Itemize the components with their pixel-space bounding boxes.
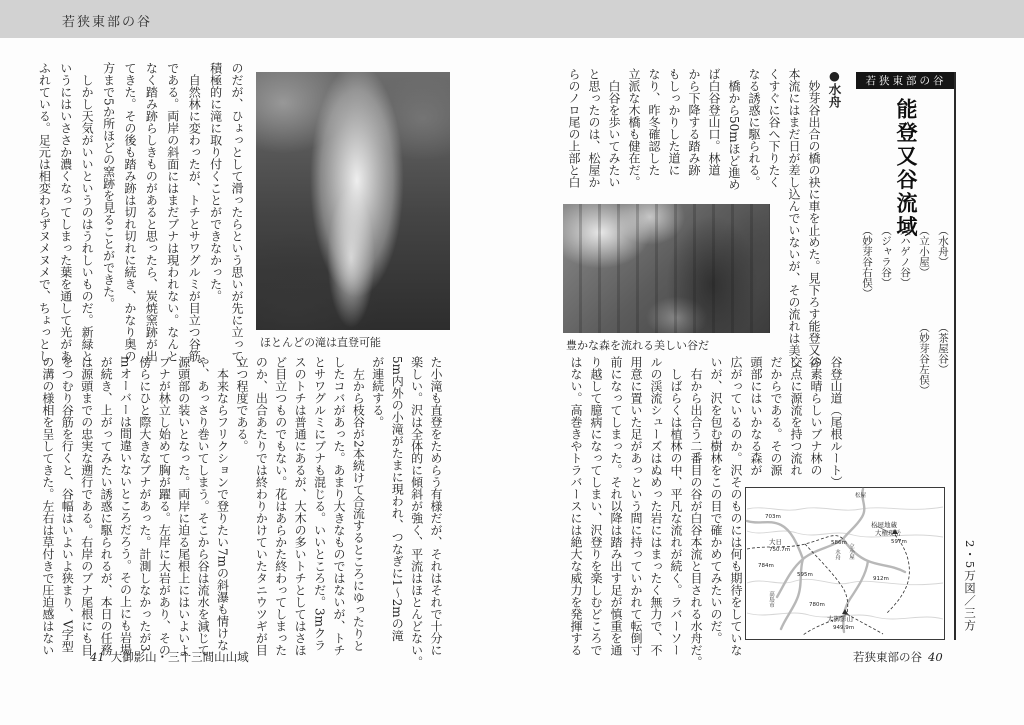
- map-label-jizo: 松屋地蔵: [871, 521, 897, 529]
- forest-photo: [563, 204, 770, 333]
- left-page-top-text: [32, 62, 247, 374]
- text-column: 橋から50mほど進め: [727, 68, 741, 191]
- text-column: いうにはいささか濃くなってしまった葉を通して光があ: [58, 62, 73, 362]
- map-label-586: 586m: [831, 540, 847, 546]
- left-page-footer: [84, 649, 249, 665]
- chapter-tag: 若狭東部の谷: [856, 72, 956, 89]
- text-column: なく踏み跡らしきものがあると思ったら、炭焼窯跡が出: [144, 62, 159, 362]
- subtitle-item: （立小屋）: [918, 225, 930, 278]
- title-rule: [954, 72, 956, 640]
- right-page-footer: [853, 649, 949, 665]
- text-column: しばらくは植林の中、平凡な流れが続く。ラバーソー: [669, 356, 683, 656]
- section-heading: ●水舟: [827, 68, 842, 108]
- subtitle-item: （妙芽谷左俣）: [918, 322, 930, 396]
- text-column: くすぐに谷へ下りたく: [767, 68, 781, 188]
- text-column: 谷登山道（尾根ルート）: [829, 356, 843, 488]
- map-label-949: 949.9m: [833, 625, 855, 631]
- text-column: は源頭までの忠実な遡行である。右岸のブナ尾根にも目: [79, 356, 94, 656]
- text-column: 楽しい。沢は全体的に傾斜が強く、平流はほとんどない。: [409, 356, 424, 668]
- map-label-omikageyama: 大御影山: [827, 615, 853, 623]
- subtitle-item: （ハゲノ谷）: [899, 225, 911, 288]
- text-column: のだが、ひょっとして滑ったらという思いが先に立って、: [230, 62, 244, 374]
- forest-photo-caption: 豊かな森を流れる美しい谷だ: [566, 339, 709, 352]
- text-column: 立派な木橋も健在だ。: [627, 68, 641, 188]
- map-label-matsuya: 松屋: [855, 493, 867, 499]
- text-column: 自然林に変わったが、トチとサワグルミが目立つ谷筋: [187, 62, 202, 362]
- text-column: なり、昨冬確認した: [647, 68, 661, 176]
- text-columns-full: [566, 356, 746, 668]
- text-column: 用意に置いた足があっという間に持っていかれて転倒寸: [629, 356, 643, 656]
- map-caption: 2・5万図／三方: [963, 540, 977, 632]
- text-column: ルの渓流シューズはぬめった岩にはまったく無力で、不: [649, 356, 663, 656]
- text-column: しかし天気がいいというのはうれしいものだ。新緑と: [80, 62, 95, 362]
- text-column: ブナが林立し始めて胸が躍る。左岸に大岩があり、その: [157, 356, 172, 656]
- text-column: 立つ程度である。: [234, 356, 249, 452]
- text-column: とサワグルミにブナも混じる。いいところだ。3mクラ: [312, 356, 327, 652]
- map-label-dainichi: 大日: [769, 538, 782, 546]
- text-column: てきた。その後も踏み跡は切れ切れに続き、かなり奥の: [122, 62, 137, 362]
- map-label-912: 912m: [873, 576, 889, 582]
- text-column: 積極的に滝に取り付くことができなかった。: [208, 62, 223, 302]
- map-label-595: 595m: [797, 572, 813, 578]
- text-column: のか、出合あたりでは終わりかけていたタニウツギが目: [254, 356, 269, 656]
- text-column: をつむり谷筋を行くと、谷幅はいよいよ狭まり、V字型: [60, 356, 75, 653]
- text-column: と思ったのは、松屋か: [587, 68, 601, 188]
- map-label-784: 784m: [758, 563, 774, 569]
- waterfall-photo-caption: ほとんどの滝は直登可能: [260, 336, 381, 349]
- text-column: ば白谷登山口。林道: [707, 68, 721, 176]
- map-label-mizufune: 水舟: [834, 549, 840, 560]
- map-label-597: 597m: [891, 539, 907, 545]
- text-column: スのトチは普通にあるが、大木の多いトチとしてはさほ: [293, 356, 308, 656]
- text-column: 頭部にはいかなる森が: [749, 356, 763, 476]
- page-number: 40: [928, 650, 943, 664]
- map-label-tachigoya: 立小屋: [848, 543, 854, 560]
- text-column: 方まで5か所ほどの窯跡を見ることができた。: [101, 62, 116, 310]
- text-column: 右から出合う二番目の谷が白谷本流と目される水舟だ。: [689, 356, 703, 668]
- text-column: が連続する。: [370, 356, 385, 428]
- text-column: 本流にはまだ日が差し込んでいないが、その流れは美し: [787, 68, 801, 368]
- header-band: [0, 0, 1024, 38]
- text-column: 広がっているのか。沢そのものには何も期待をしていな: [729, 356, 743, 656]
- subtitle-item: （茶屋谷）: [937, 322, 949, 375]
- text-column: 傍らにひと際大きなブナがあった。計測しなかったが3: [137, 356, 152, 652]
- text-column: ふれている。足元は相変わらずヌメヌメで、ちょっとし: [37, 62, 52, 362]
- text-column: もしっかりした道に: [667, 68, 681, 176]
- map-label-takashima: 高島市: [768, 591, 774, 608]
- text-column: 妙芽谷出合の橋の袂に車を止めた。見下ろす能登又谷: [807, 68, 821, 368]
- map-label-gongendake: 大権現岳: [875, 529, 901, 537]
- text-column: mオーバーは間違いないところだろう。その上にも岩場: [118, 356, 133, 656]
- text-column: なる誘惑に駆られる。: [747, 68, 761, 188]
- text-column: 5m内外の小滝がたまに現われ、つなぎに1～2mの滝: [390, 356, 405, 642]
- left-page-bottom-text: [36, 356, 445, 668]
- map-label-750: 750.7m: [769, 547, 791, 553]
- text-column: 前になってしまった。それ以降は踏み出す足が慎重を通: [609, 356, 623, 656]
- subtitle-item: （ジャラ谷）: [880, 225, 892, 288]
- footer-label: 大御影山・三十三間山山域: [110, 650, 249, 664]
- footer-label: 若狭東部の谷: [853, 650, 922, 664]
- text-column: た小滝も直登をためらう有様だが、それはそれで十分に: [429, 356, 443, 656]
- text-column: 源頭部の装いとなった。両岸に迫る尾根上にはいよいよ: [176, 356, 191, 656]
- text-column: や、あっさり巻いてしまう。そこから谷は流水を減じて: [196, 356, 211, 656]
- subtitle-group-2: [914, 322, 952, 417]
- text-column: 本来ならフリクションで登りたい7mの斜瀑も情けな: [215, 356, 230, 652]
- running-head: 若狭東部の谷: [62, 15, 153, 30]
- subtitle-group-1: [857, 225, 952, 337]
- text-column: ど目立つものでもない。花はあらかた終わってしまった: [273, 356, 288, 656]
- text-column: り越して臆病になってしまい、沢登りを楽しむどころで: [589, 356, 603, 656]
- text-column: の素晴らしいブナ林の: [809, 356, 823, 476]
- text-column: 左から枝谷が2本続けて合流するところにゆったりと: [351, 356, 366, 652]
- text-column: したコバがあった。あまり大きなものではないが、トチ: [331, 356, 346, 656]
- text-column: だからである。その源: [769, 356, 783, 476]
- text-column: らのノロ尾の上部と白: [567, 68, 581, 188]
- map-label-780: 780m: [809, 602, 825, 608]
- waterfall-photo: [256, 72, 450, 330]
- article-title: 能登又谷流域: [894, 98, 919, 239]
- text-columns-full: [784, 68, 824, 368]
- map-label-703: 703m: [765, 514, 781, 520]
- text-column: が続き、上がってみたい誘惑に駆られるが、本日の任務: [99, 356, 114, 656]
- text-column: いが、沢を包む樹林をこの目で確かめてみたいのだ。: [709, 356, 723, 644]
- subtitle-item: （水舟）: [937, 225, 949, 267]
- text-column: から下降する踏み跡: [687, 68, 701, 176]
- text-column: である。両岸の斜面にはまだブナは現われない。なんと: [165, 62, 180, 362]
- text-column: 交点に源流を持つ流れ: [789, 356, 803, 476]
- text-column: 白谷を歩いてみたい: [607, 68, 621, 188]
- text-column: はない。高巻きやトラバースには絶大な威力を発揮する: [569, 356, 583, 656]
- page-number: 41: [90, 650, 105, 664]
- text-column: の溝の様相を呈してきた。左右は草付きで圧迫感はない: [40, 356, 55, 656]
- subtitle-item: （妙芽谷右俣）: [861, 225, 873, 299]
- topo-map: [745, 487, 945, 640]
